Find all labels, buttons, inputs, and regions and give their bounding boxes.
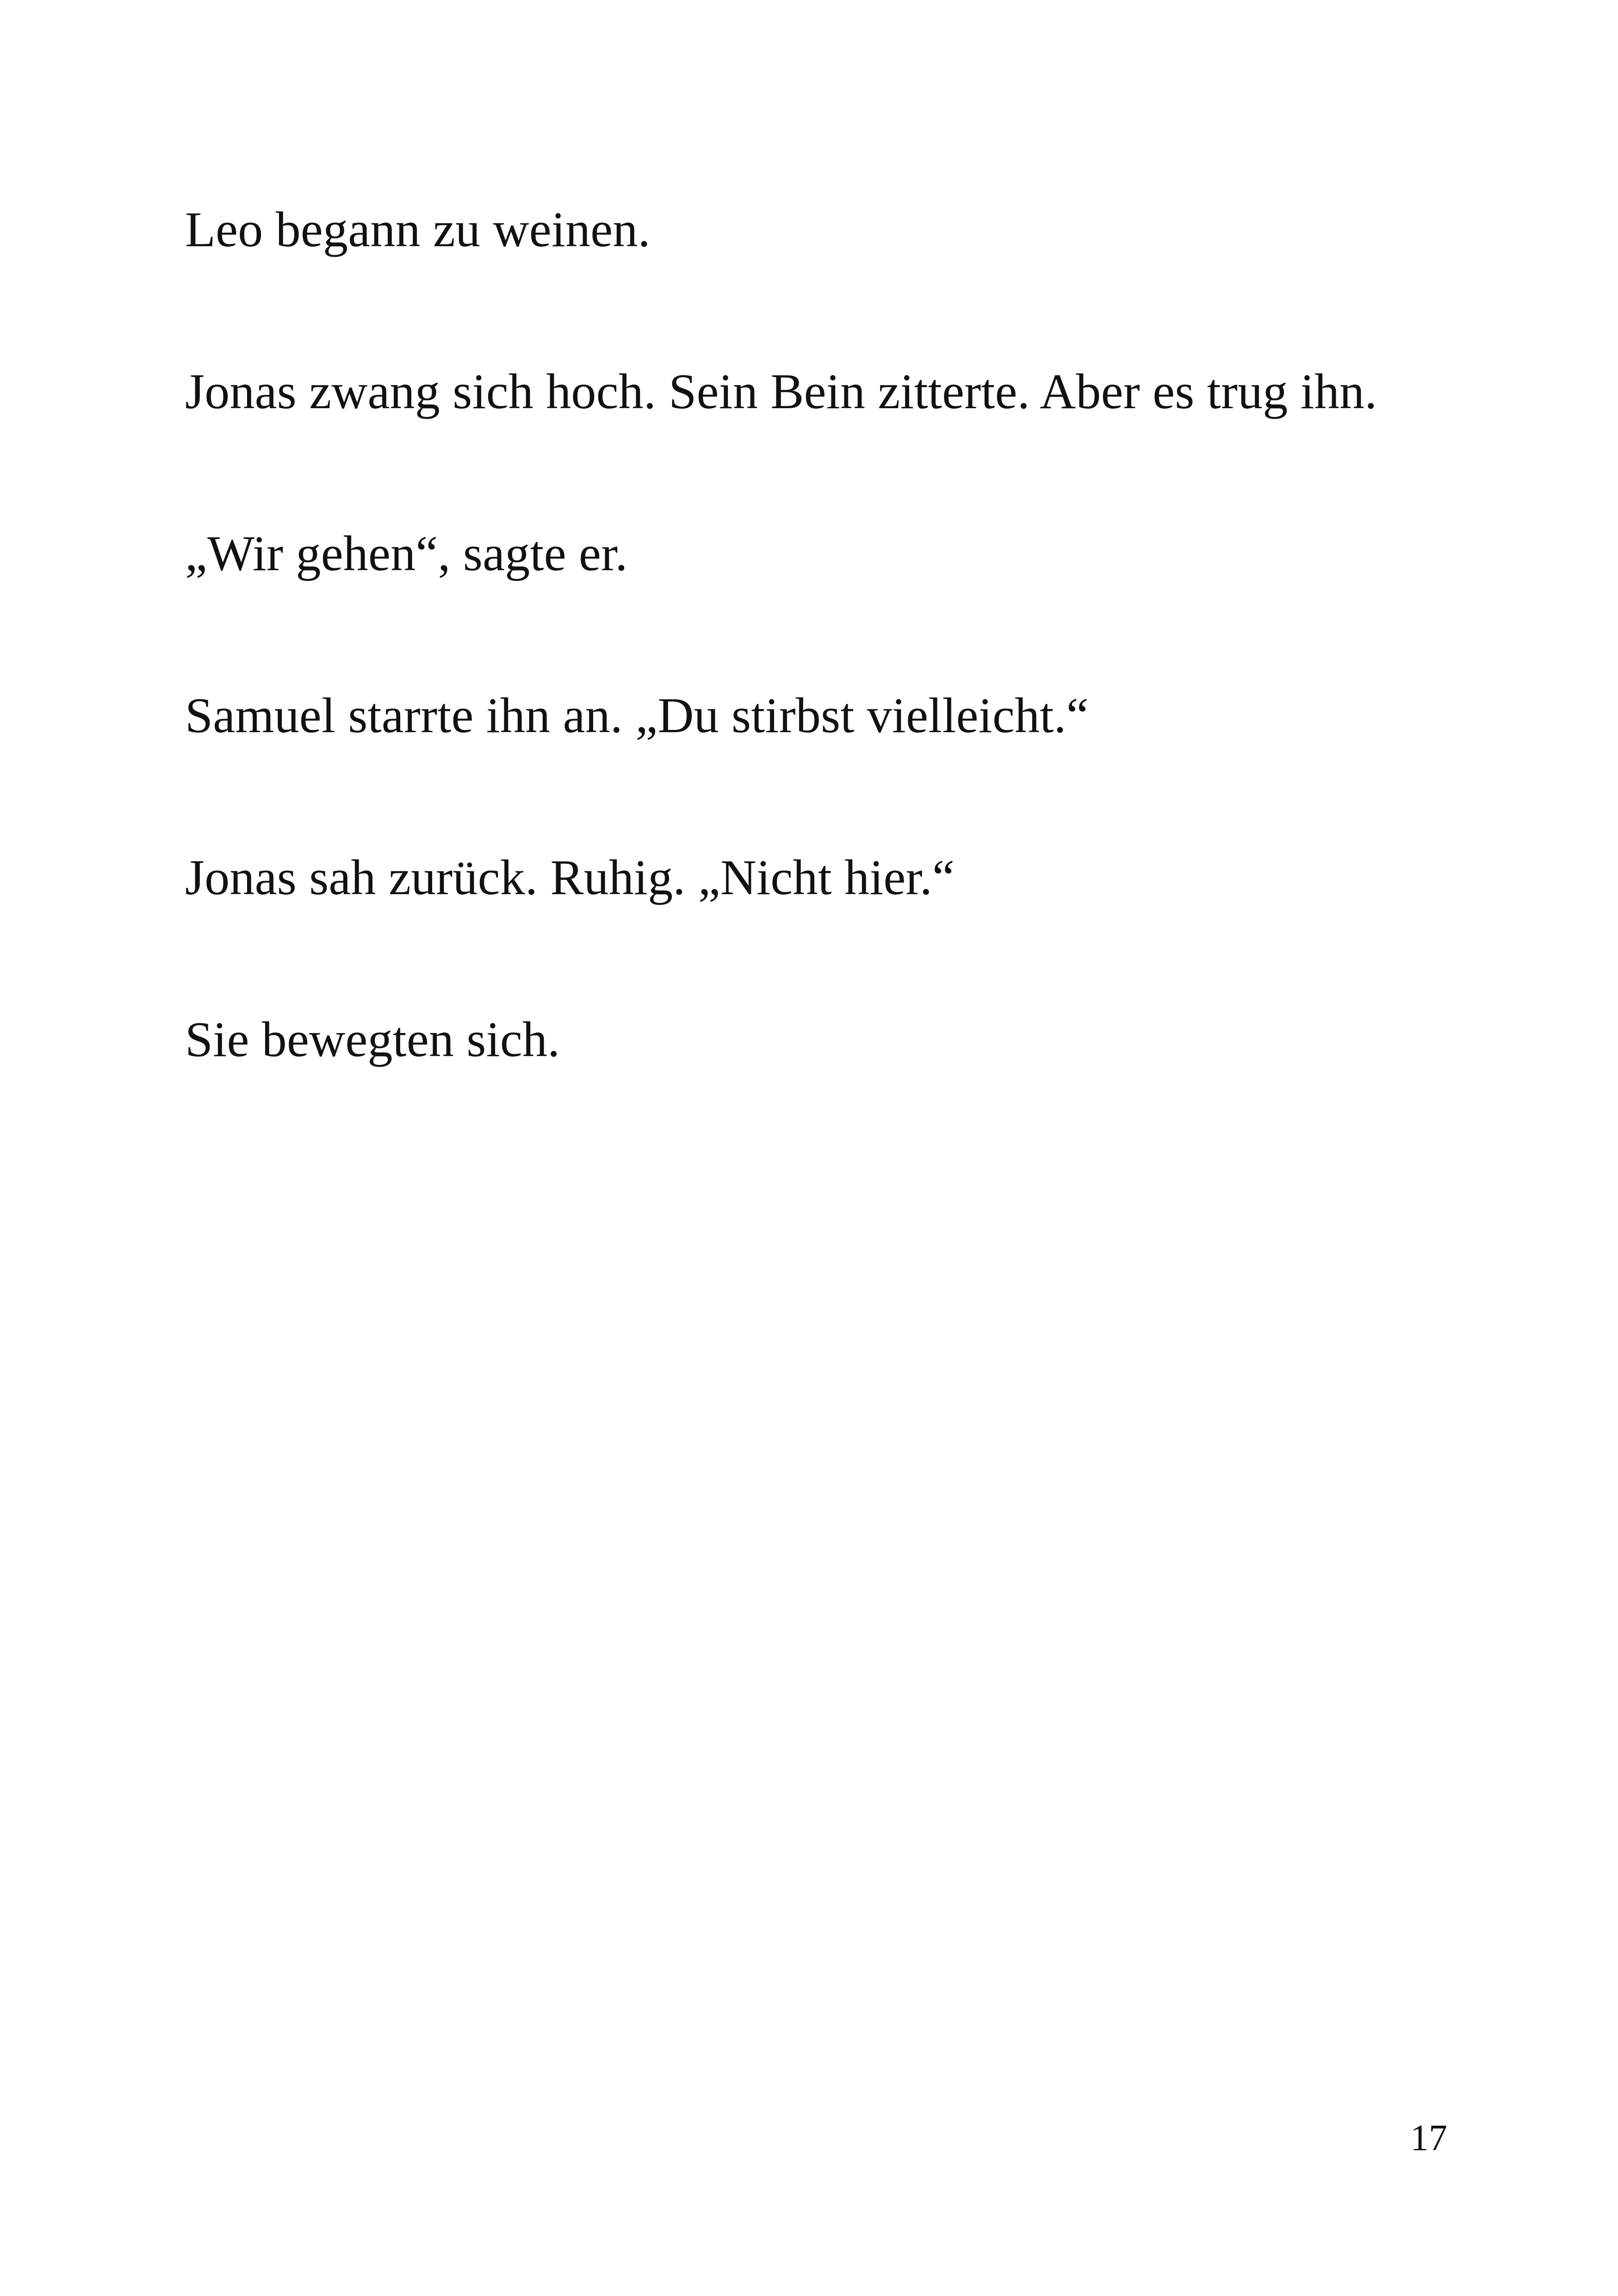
page-number: 17 [1410, 2118, 1447, 2159]
paragraph: Jonas zwang sich hoch. Sein Bein zitterte. Aber es trug ihn. [185, 364, 1377, 419]
paragraph: „Wir gehen“, sagte er. [185, 526, 628, 581]
paragraph: Samuel starrte ihn an. „Du stirbst vielleicht.“ [185, 688, 1089, 743]
paragraph: Leo begann zu weinen. [185, 202, 651, 257]
paragraph: Jonas sah zurück. Ruhig. „Nicht hier.“ [185, 850, 955, 905]
paragraph: Sie bewegten sich. [185, 1012, 560, 1067]
